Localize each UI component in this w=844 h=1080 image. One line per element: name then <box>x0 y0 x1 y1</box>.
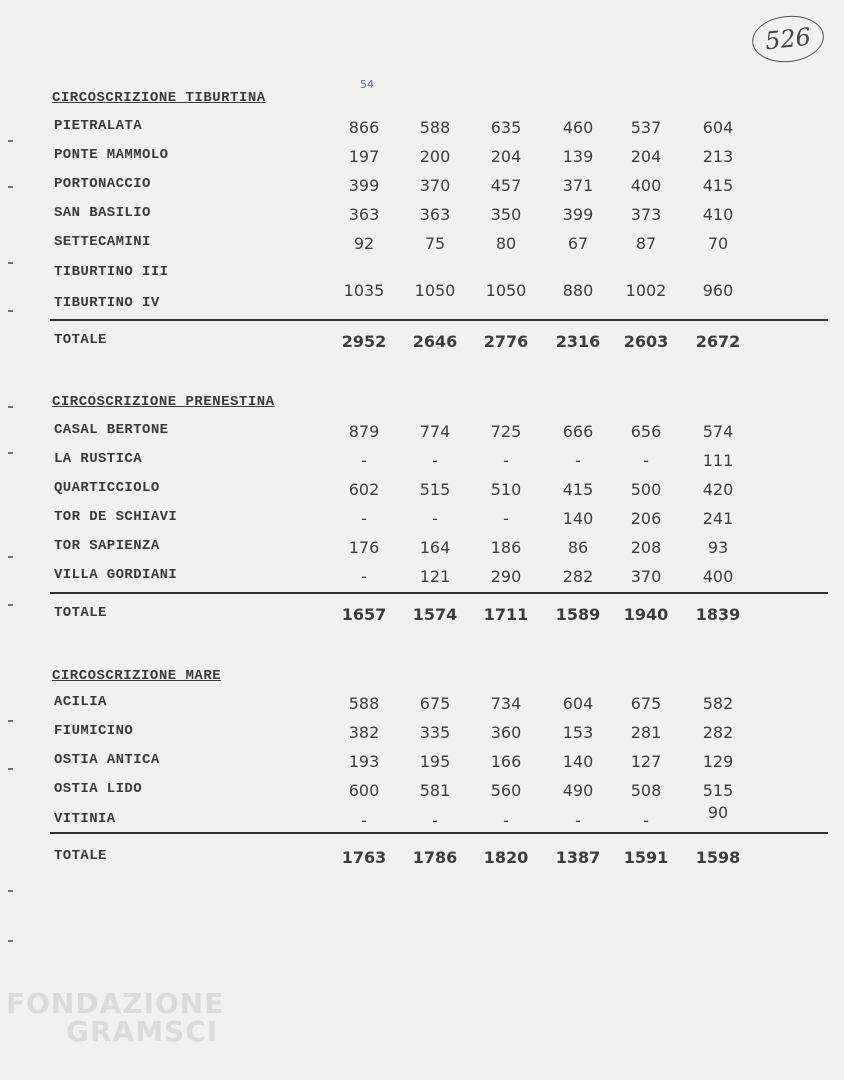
cell-value: 129 <box>702 752 734 771</box>
table-row <box>50 803 830 833</box>
cell-value: 500 <box>630 480 662 499</box>
cell-value: - <box>643 811 649 830</box>
cell-value: - <box>503 811 509 830</box>
cell-value: 75 <box>424 234 446 253</box>
row-label: SETTECAMINI <box>54 234 151 250</box>
row-label: TOR SAPIENZA <box>54 538 160 554</box>
cell-value: 1035 <box>343 281 385 300</box>
cell-value: - <box>643 451 649 470</box>
cell-value: 140 <box>562 509 594 528</box>
cell-value: 164 <box>419 538 451 557</box>
row-label: ACILIA <box>54 694 107 710</box>
cell-value: 581 <box>419 781 451 800</box>
cell-value: - <box>361 509 367 528</box>
cell-value: 879 <box>348 422 380 441</box>
row-label: TIBURTINO III <box>54 264 169 280</box>
total-rule <box>50 592 828 594</box>
page-number: 526 <box>750 12 826 65</box>
cell-value: 86 <box>567 538 589 557</box>
cell-value: - <box>432 451 438 470</box>
cell-value: 675 <box>630 694 662 713</box>
cell-value: - <box>361 451 367 470</box>
cell-value: 80 <box>495 234 517 253</box>
cell-value: 166 <box>490 752 522 771</box>
cell-value: 363 <box>348 205 380 224</box>
cell-value: 67 <box>567 234 589 253</box>
total-value: 1589 <box>555 605 601 624</box>
cell-value: 1002 <box>625 281 667 300</box>
cell-value: 140 <box>562 752 594 771</box>
cell-value: 363 <box>419 205 451 224</box>
table-row <box>50 752 830 774</box>
total-value: 1940 <box>623 605 669 624</box>
total-value: 1839 <box>695 605 741 624</box>
row-label: OSTIA LIDO <box>54 781 143 797</box>
cell-value: - <box>503 509 509 528</box>
pencil-annotation: 54 <box>360 78 374 91</box>
table-row <box>50 538 830 560</box>
cell-value: 602 <box>348 480 380 499</box>
table-row <box>50 723 830 745</box>
row-label: PORTONACCIO <box>54 176 151 192</box>
cell-value: 371 <box>562 176 594 195</box>
cell-value: 92 <box>353 234 375 253</box>
cell-value: 370 <box>630 567 662 586</box>
total-value: 2952 <box>341 332 387 351</box>
total-label: TOTALE <box>54 848 107 864</box>
table-row <box>50 147 830 169</box>
cell-value: 560 <box>490 781 522 800</box>
row-label: TOR DE SCHIAVI <box>54 509 178 525</box>
cell-value: 176 <box>348 538 380 557</box>
cell-value: 399 <box>562 205 594 224</box>
cell-value: 290 <box>490 567 522 586</box>
cell-value: - <box>361 811 367 830</box>
table-row <box>50 176 830 198</box>
total-value: 2646 <box>412 332 458 351</box>
cell-value: 604 <box>702 118 734 137</box>
total-value: 1711 <box>483 605 529 624</box>
row-label: LA RUSTICA <box>54 451 143 467</box>
cell-value: 400 <box>630 176 662 195</box>
cell-value: 208 <box>630 538 662 557</box>
total-value: 1763 <box>341 848 387 867</box>
table-row <box>50 509 830 531</box>
cell-value: 574 <box>702 422 734 441</box>
cell-value: 588 <box>419 118 451 137</box>
cell-value: 774 <box>419 422 451 441</box>
cell-value: 282 <box>562 567 594 586</box>
row-label: PONTE MAMMOLO <box>54 147 169 163</box>
cell-value: 420 <box>702 480 734 499</box>
watermark-logo <box>6 987 225 1048</box>
cell-value: 127 <box>630 752 662 771</box>
cell-value: 90 <box>707 803 729 822</box>
total-value: 1786 <box>412 848 458 867</box>
cell-value: 382 <box>348 723 380 742</box>
table-row <box>50 118 830 140</box>
cell-value: 600 <box>348 781 380 800</box>
total-value: 1574 <box>412 605 458 624</box>
cell-value: - <box>575 811 581 830</box>
table-row <box>50 234 830 256</box>
cell-value: 282 <box>702 723 734 742</box>
cell-value: 197 <box>348 147 380 166</box>
cell-value: 139 <box>562 147 594 166</box>
section-title: CIRCOSCRIZIONE MARE <box>52 668 222 684</box>
row-label: OSTIA ANTICA <box>54 752 160 768</box>
cell-value: 415 <box>702 176 734 195</box>
row-label: CASAL BERTONE <box>54 422 169 438</box>
total-label: TOTALE <box>54 605 107 621</box>
cell-value: 204 <box>630 147 662 166</box>
row-label: TIBURTINO IV <box>54 295 160 311</box>
cell-value: 399 <box>348 176 380 195</box>
section-title: CIRCOSCRIZIONE PRENESTINA <box>52 394 275 410</box>
section-title: CIRCOSCRIZIONE TIBURTINA <box>52 90 266 106</box>
cell-value: 206 <box>630 509 662 528</box>
cell-value: 186 <box>490 538 522 557</box>
cell-value: - <box>432 509 438 528</box>
total-value: 2603 <box>623 332 669 351</box>
total-row <box>50 848 830 870</box>
table-row <box>50 694 830 716</box>
cell-value: 588 <box>348 694 380 713</box>
row-label: QUARTICCIOLO <box>54 480 160 496</box>
table-row <box>50 567 830 589</box>
cell-value: 960 <box>702 281 734 300</box>
cell-value: 415 <box>562 480 594 499</box>
total-value: 2316 <box>555 332 601 351</box>
total-rule <box>50 832 828 834</box>
cell-value: 537 <box>630 118 662 137</box>
cell-value: 635 <box>490 118 522 137</box>
cell-value: 508 <box>630 781 662 800</box>
cell-value: 370 <box>419 176 451 195</box>
cell-value: 360 <box>490 723 522 742</box>
table-row <box>50 205 830 227</box>
row-label: PIETRALATA <box>54 118 143 134</box>
cell-value: 510 <box>490 480 522 499</box>
table-row-merged <box>50 264 830 316</box>
table-row <box>50 781 830 803</box>
cell-value: 281 <box>630 723 662 742</box>
cell-value: 515 <box>702 781 734 800</box>
total-value: 1657 <box>341 605 387 624</box>
watermark-line-1: FONDAZIONE <box>6 987 225 1020</box>
cell-value: 70 <box>707 234 729 253</box>
row-label: FIUMICINO <box>54 723 134 739</box>
total-value: 2776 <box>483 332 529 351</box>
row-label: VITINIA <box>54 811 116 827</box>
cell-value: 153 <box>562 723 594 742</box>
table-row <box>50 422 830 444</box>
cell-value: 195 <box>419 752 451 771</box>
cell-value: 204 <box>490 147 522 166</box>
cell-value: 373 <box>630 205 662 224</box>
total-row <box>50 605 830 627</box>
cell-value: 410 <box>702 205 734 224</box>
cell-value: - <box>361 567 367 586</box>
total-rule <box>50 319 828 321</box>
cell-value: 725 <box>490 422 522 441</box>
cell-value: - <box>575 451 581 470</box>
cell-value: 880 <box>562 281 594 300</box>
cell-value: 193 <box>348 752 380 771</box>
cell-value: - <box>432 811 438 830</box>
cell-value: 490 <box>562 781 594 800</box>
total-value: 1598 <box>695 848 741 867</box>
total-row <box>50 332 830 354</box>
row-label: VILLA GORDIANI <box>54 567 178 583</box>
cell-value: 457 <box>490 176 522 195</box>
cell-value: 666 <box>562 422 594 441</box>
watermark-line-2: GRAMSCI <box>66 1015 219 1048</box>
cell-value: 335 <box>419 723 451 742</box>
cell-value: 734 <box>490 694 522 713</box>
table-row <box>50 480 830 502</box>
table-row <box>50 451 830 473</box>
total-value: 2672 <box>695 332 741 351</box>
cell-value: 1050 <box>485 281 527 300</box>
cell-value: 675 <box>419 694 451 713</box>
margin-marks <box>0 0 20 1080</box>
cell-value: 111 <box>702 451 734 470</box>
cell-value: 93 <box>707 538 729 557</box>
cell-value: 582 <box>702 694 734 713</box>
total-value: 1591 <box>623 848 669 867</box>
cell-value: 87 <box>635 234 657 253</box>
cell-value: 350 <box>490 205 522 224</box>
total-value: 1387 <box>555 848 601 867</box>
row-label: SAN BASILIO <box>54 205 151 221</box>
cell-value: 515 <box>419 480 451 499</box>
cell-value: 400 <box>702 567 734 586</box>
cell-value: 1050 <box>414 281 456 300</box>
cell-value: 604 <box>562 694 594 713</box>
cell-value: 241 <box>702 509 734 528</box>
total-label: TOTALE <box>54 332 107 348</box>
cell-value: 121 <box>419 567 451 586</box>
cell-value: 200 <box>419 147 451 166</box>
cell-value: 213 <box>702 147 734 166</box>
cell-value: 656 <box>630 422 662 441</box>
cell-value: 460 <box>562 118 594 137</box>
cell-value: - <box>503 451 509 470</box>
cell-value: 866 <box>348 118 380 137</box>
total-value: 1820 <box>483 848 529 867</box>
